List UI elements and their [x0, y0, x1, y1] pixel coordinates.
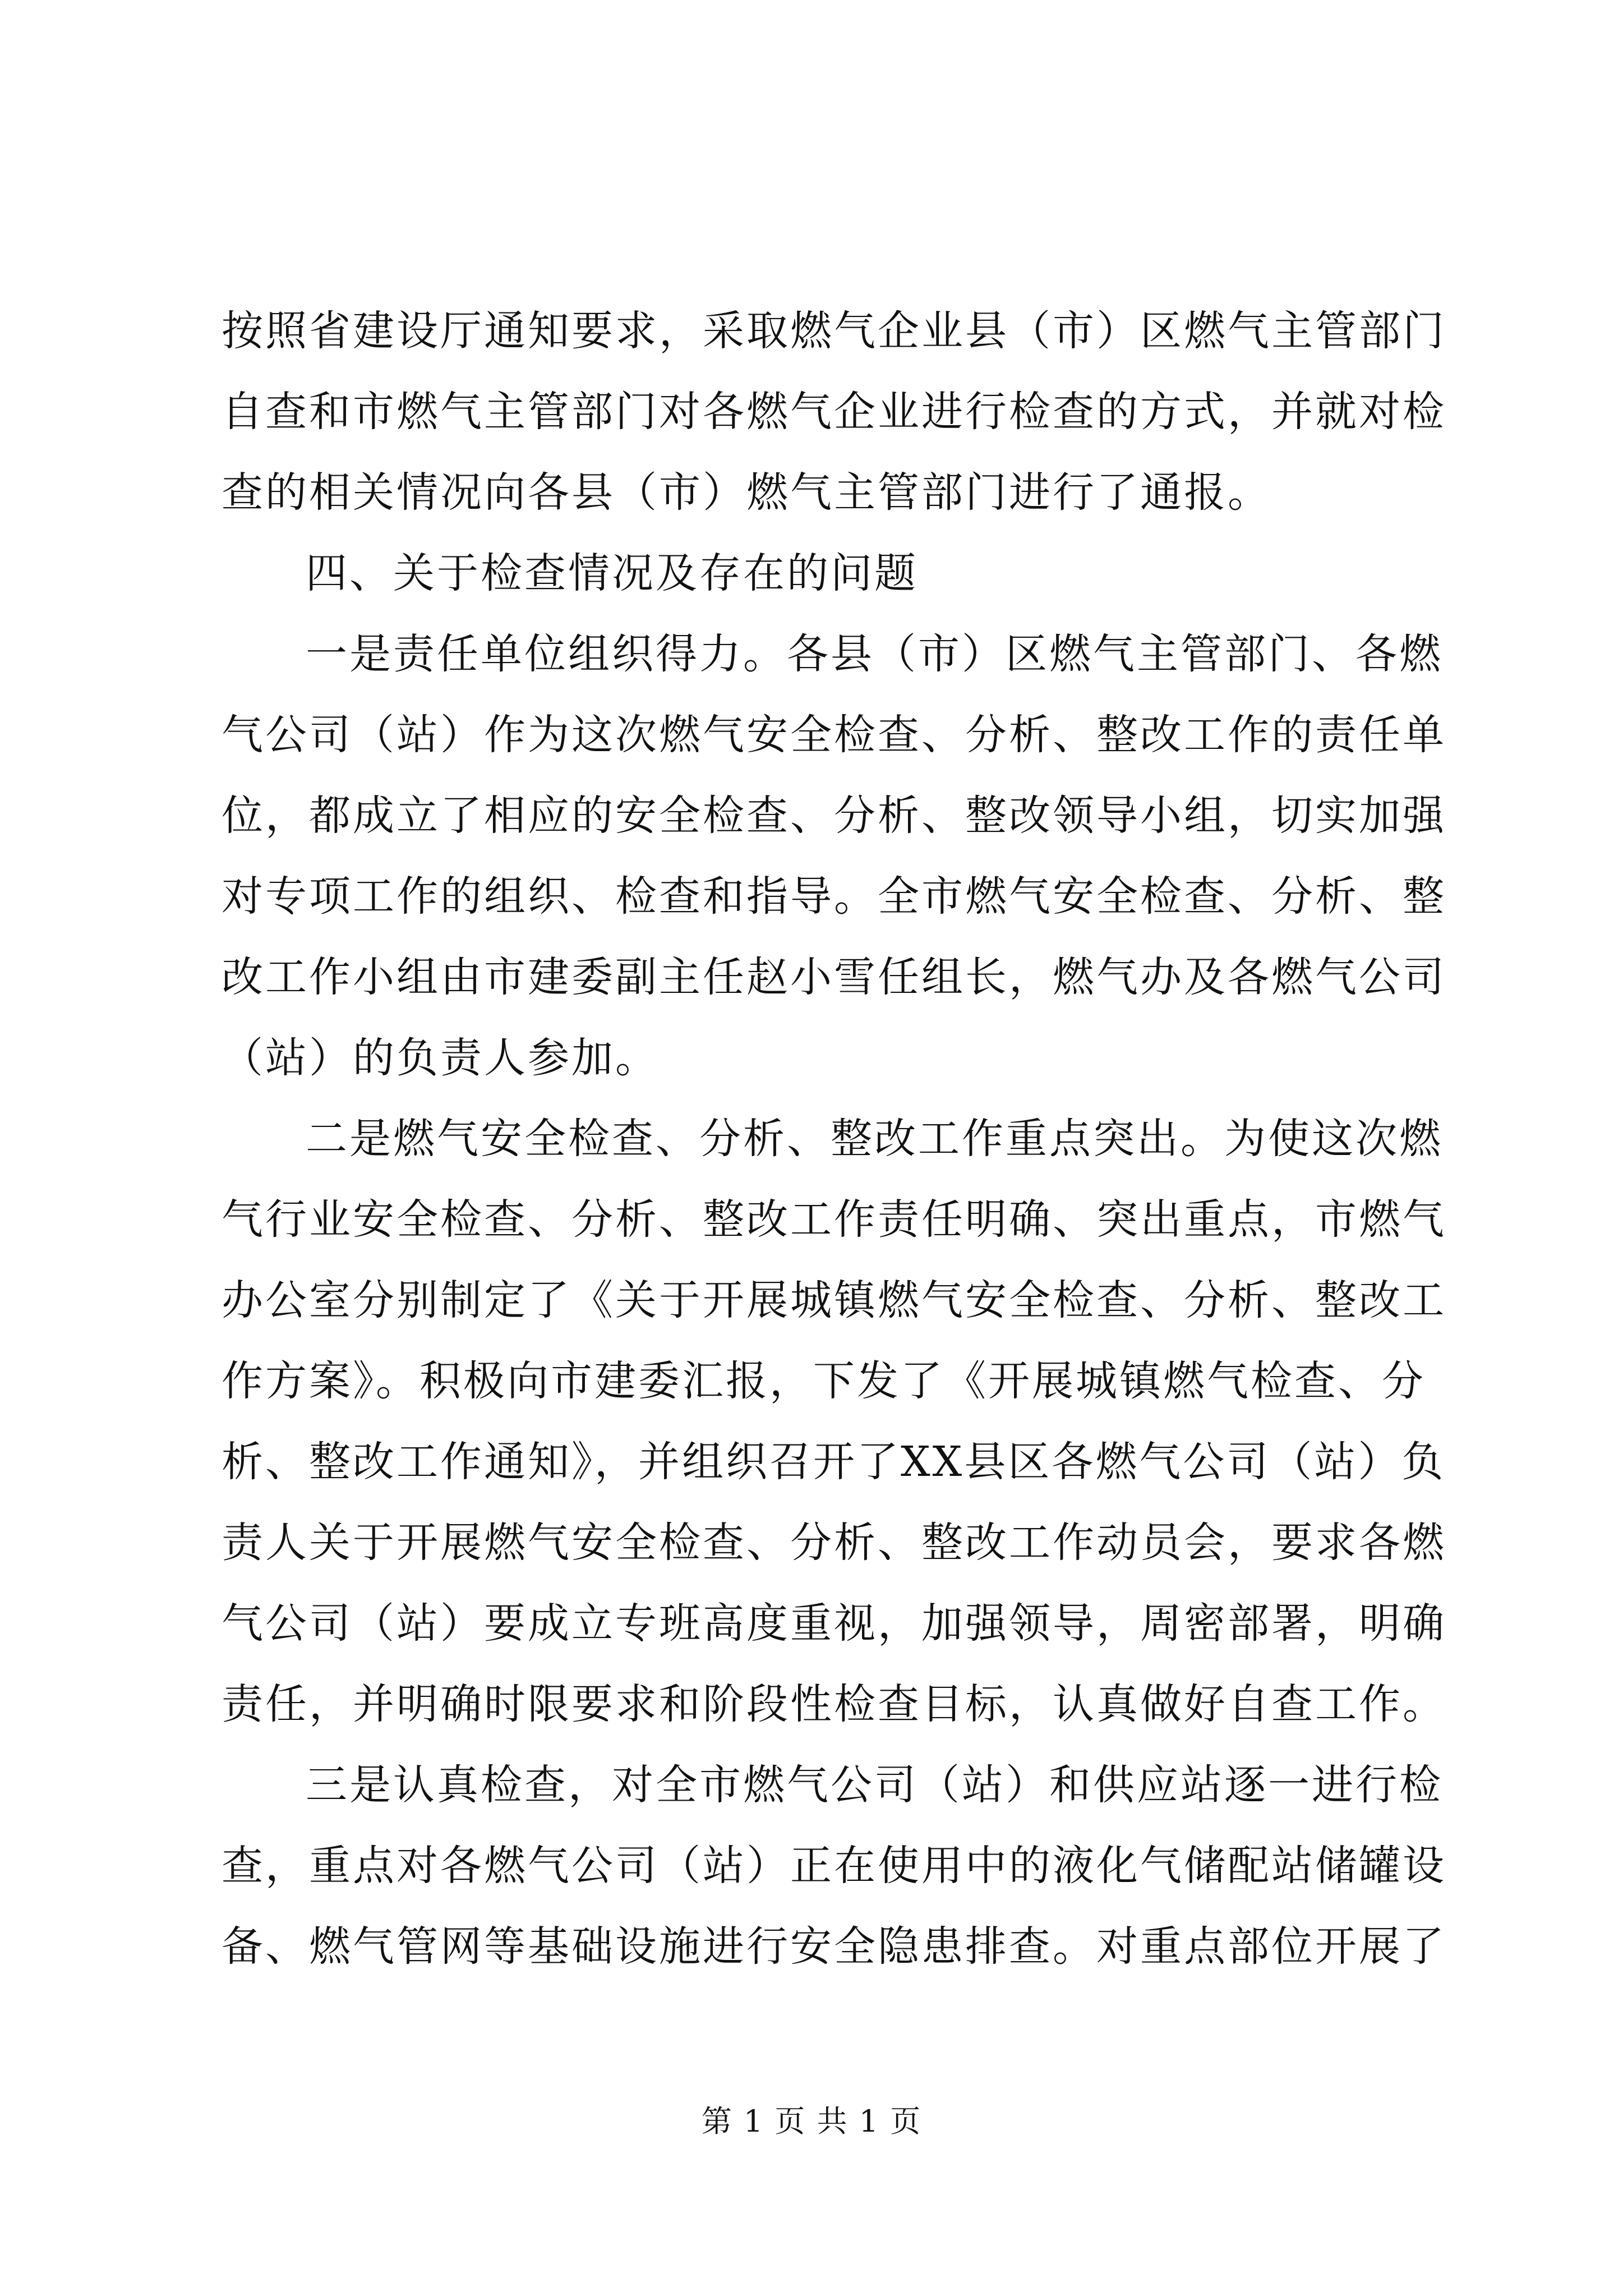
text-line: （站）的负责人参加。: [222, 1034, 659, 1082]
text-line: 责任，并明确时限要求和阶段性检查目标，认真做好自查工作。: [222, 1680, 1446, 1728]
text-line: 备、燃气管网等基础设施进行安全隐患排查。对重点部位开展了: [222, 1922, 1446, 1971]
page-footer: 第 1 页 共 1 页: [701, 2104, 922, 2139]
text-line: 责人关于开展燃气安全检查、分析、整改工作动员会，要求各燃: [222, 1519, 1446, 1567]
text-line: 对专项工作的组织、检查和指导。全市燃气安全检查、分析、整: [222, 872, 1446, 921]
text-line: 一是责任单位组织得力。各县（市）区燃气主管部门、各燃: [306, 630, 1443, 678]
section-heading: 四、关于检查情况及存在的问题: [306, 549, 918, 597]
text-line: 析、整改工作通知》，并组织召开了XX县区各燃气公司（站）负: [222, 1438, 1446, 1486]
text-line: 作方案》。积极向市建委汇报，下发了《开展城镇燃气检查、分: [222, 1357, 1426, 1405]
text-line: 气公司（站）作为这次燃气安全检查、分析、整改工作的责任单: [222, 711, 1446, 759]
text-line: 位，都成立了相应的安全检查、分析、整改领导小组，切实加强: [222, 792, 1446, 840]
text-line: 二是燃气安全检查、分析、整改工作重点突出。为使这次燃: [306, 1115, 1443, 1163]
text-line: 查，重点对各燃气公司（站）正在使用中的液化气储配站储罐设: [222, 1842, 1446, 1890]
text-line: 三是认真检查，对全市燃气公司（站）和供应站逐一进行检: [306, 1761, 1443, 1809]
text-line: 办公室分别制定了《关于开展城镇燃气安全检查、分析、整改工: [222, 1276, 1446, 1324]
text-line: 气公司（站）要成立专班高度重视，加强领导，周密部署，明确: [222, 1599, 1446, 1648]
text-line: 气行业安全检查、分析、整改工作责任明确、突出重点，市燃气: [222, 1195, 1446, 1244]
text-line: 查的相关情况向各县（市）燃气主管部门进行了通报。: [222, 468, 1271, 517]
text-line: 按照省建设厅通知要求，采取燃气企业县（市）区燃气主管部门: [222, 307, 1446, 355]
text-line: 自查和市燃气主管部门对各燃气企业进行检查的方式，并就对检: [222, 388, 1446, 436]
text-line: 改工作小组由市建委副主任赵小雪任组长，燃气办及各燃气公司: [222, 953, 1446, 1001]
